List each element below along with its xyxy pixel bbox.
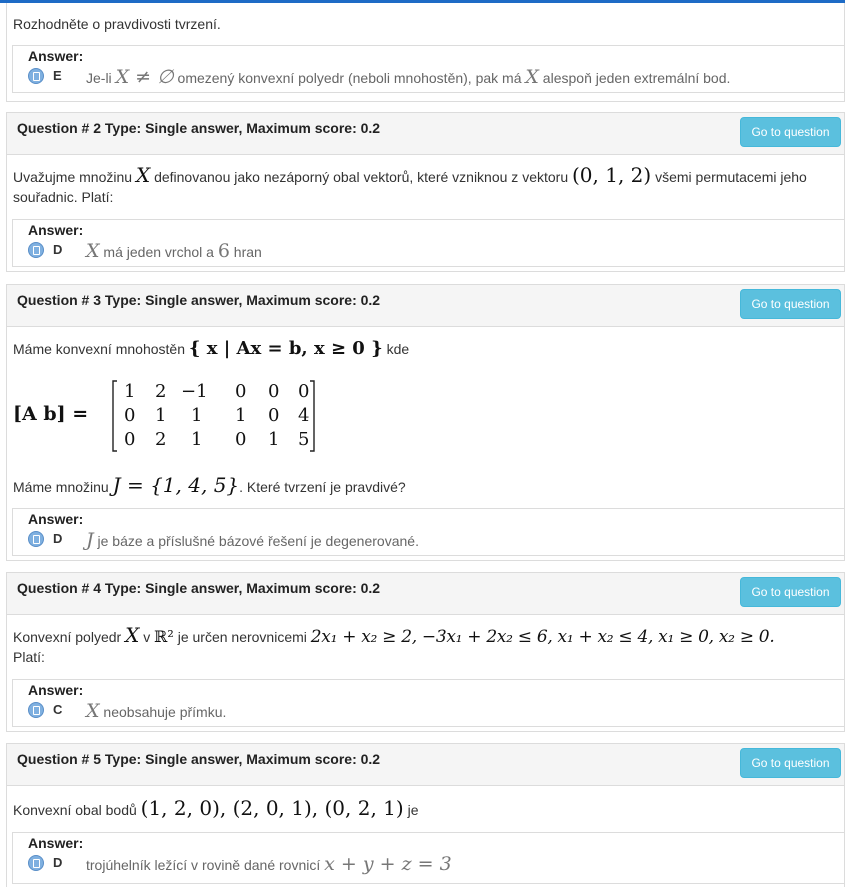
question-5-answer-box [12,832,845,884]
answer-letter: E [53,68,62,83]
matrix-cell: 1 [191,429,203,450]
question-2-block [6,112,845,272]
matrix-cell: 1 [235,405,247,426]
matrix-cell: 1 [155,405,167,426]
matrix-cell: 0 [268,381,280,402]
answer-text: X má jeden vrchol a 6 hran [86,240,262,262]
answer-text: trojúhelník ležící v rovině dané rovnicí x + y + z = 3 [86,853,452,875]
matrix-cell: 0 [298,381,310,402]
answer-label: Answer: [28,511,84,527]
question-4-prompt: Konvexní polyedr X v ℝ² je určen nerovnicemi 2x₁ + x₂ ≥ 2, −3x₁ + 2x₂ ≤ 6, x₁ + x₂ ≤ 4, x₁ ≥ 0, x₂ ≥ 0. [13,623,775,647]
question-3-prompt-line3: Máme množinu J = {1, 4, 5}. Které tvrzení je pravdivé? [13,473,406,497]
question-4-title: Question # 4 Type: Single answer, Maximum score: 0.2 [17,580,381,596]
matrix-cell: 1 [191,405,203,426]
matrix-cell: 1 [124,381,136,402]
matrix-cell: 0 [124,405,136,426]
question-4-block [6,572,845,732]
matrix-cell: −1 [181,381,208,402]
matrix-cell: 4 [298,405,310,426]
question-2-prompt-line2: souřadnic. Platí: [13,189,114,205]
answer-label: Answer: [28,222,84,238]
matrix-cell: 2 [155,429,167,450]
question-4-header [7,573,844,615]
matrix-cell: 0 [124,429,136,450]
answer-marker-icon [28,68,44,84]
answer-marker-icon [28,531,44,547]
question-4-answer-box [12,679,845,727]
question-3-block [6,284,845,561]
question-1-block [6,3,845,102]
question-2-answer-box [12,219,845,267]
matrix-cell: 0 [235,381,247,402]
matrix-cells [13,379,333,453]
matrix-cell: 2 [155,381,167,402]
question-3-answer-box [12,508,845,556]
answer-letter: D [53,531,63,546]
question-5-title: Question # 5 Type: Single answer, Maximum score: 0.2 [17,751,381,767]
matrix-equation [13,379,333,453]
question-5-header [7,744,844,786]
matrix-lhs: [A b] = [13,403,89,425]
question-4-prompt-line2: Platí: [13,649,45,665]
question-2-title: Question # 2 Type: Single answer, Maximum score: 0.2 [17,120,381,136]
answer-letter: C [53,702,63,717]
answer-text: X neobsahuje přímku. [86,700,227,722]
question-3-title: Question # 3 Type: Single answer, Maximum score: 0.2 [17,292,381,308]
answer-marker-icon [28,242,44,258]
question-2-prompt: Uvažujme množinu X definovanou jako nezáporný obal vektorů, které vzniknou z vektoru (0, 1, 2) všemi permutacemi jeho [13,163,807,187]
go-to-question-4-button[interactable]: Go to question [740,577,841,607]
answer-label: Answer: [28,835,84,851]
question-1-prompt: Rozhodněte o pravdivosti tvrzení. [13,16,221,32]
question-2-header [7,113,844,155]
matrix-cell: 1 [268,429,280,450]
question-5-prompt: Konvexní obal bodů (1, 2, 0), (2, 0, 1), (0, 2, 1) je [13,796,419,820]
matrix-cell: 5 [298,429,310,450]
go-to-question-2-button[interactable]: Go to question [740,117,841,147]
question-3-prompt: Máme konvexní mnohostěn { x | Ax = b, x ≥ 0 } kde [13,338,410,359]
answer-marker-icon [28,702,44,718]
question-1-answer-box [12,45,845,93]
go-to-question-5-button[interactable]: Go to question [740,748,841,778]
matrix-cell: 0 [235,429,247,450]
matrix-cell: 0 [268,405,280,426]
answer-marker-icon [28,855,44,871]
answer-letter: D [53,855,63,870]
go-to-question-3-button[interactable]: Go to question [740,289,841,319]
answer-letter: D [53,242,63,257]
question-3-header [7,285,844,327]
answer-label: Answer: [28,48,84,64]
answer-text: J je báze a příslušné bázové řešení je degenerované. [86,529,419,551]
answer-text: Je-li X ≠ ∅ omezený konvexní polyedr (neboli mnohostěn), pak má X alespoň jeden extremální bod. [86,66,731,88]
question-5-block [6,743,845,887]
answer-label: Answer: [28,682,84,698]
